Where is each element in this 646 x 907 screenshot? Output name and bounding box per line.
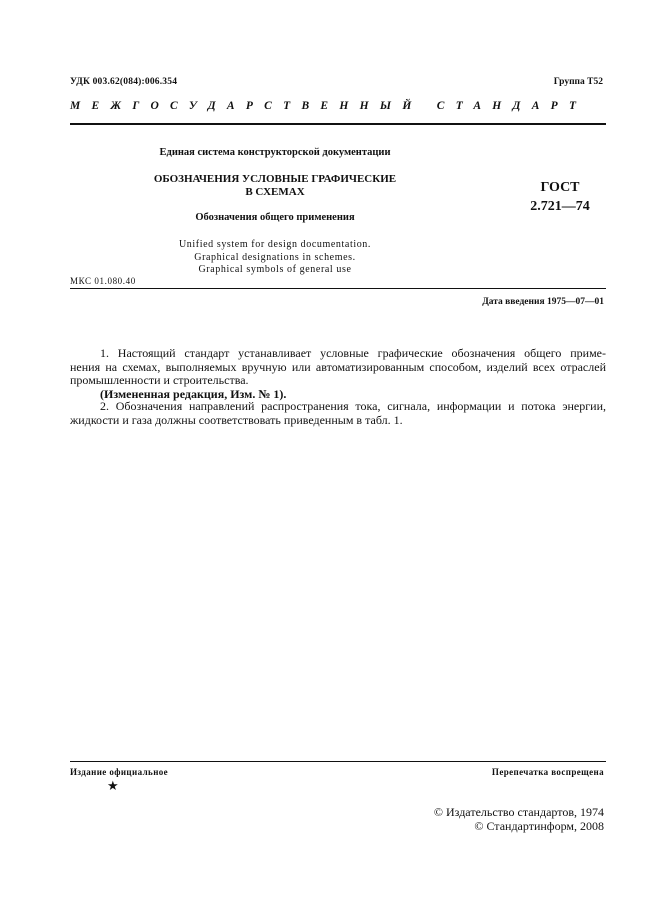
amendment-note: (Измененная редакция, Изм. № 1). bbox=[100, 387, 287, 401]
interstate-standard-heading: МЕЖГОСУДАРСТВЕННЫЙ СТАНДАРТ bbox=[70, 100, 588, 112]
copyright-2: © Стандартинформ, 2008 bbox=[474, 819, 604, 833]
paragraph-1-line2: нения на схемах, выполняемых вручную или автоматизированным способом, изделий всех отраслей bbox=[70, 359, 606, 374]
gost-number: 2.721—74 bbox=[530, 199, 590, 214]
english-title bbox=[140, 239, 410, 277]
udc-code: УДК 003.62(084):006.354 bbox=[70, 77, 178, 87]
english-title-line1: Unified system for design documentation. bbox=[178, 239, 372, 250]
document-title-line2: В СХЕМАХ bbox=[245, 186, 305, 198]
paragraph-1-line1: 1. Настоящий стандарт устанавливает условные графические обозначения общего приме- bbox=[100, 346, 606, 360]
introduction-date: Дата введения 1975—07—01 bbox=[482, 297, 604, 307]
english-title-line3: Graphical symbols of general use bbox=[198, 264, 352, 275]
paragraph-1 bbox=[70, 347, 606, 388]
paragraph-2-line1: 2. Обозначения направлений распространения тока, сигнала, информации и потока энергии, bbox=[100, 399, 606, 413]
header-divider bbox=[70, 123, 606, 125]
gost-label: ГОСТ bbox=[540, 180, 580, 195]
mks-code: МКС 01.080.40 bbox=[70, 276, 136, 286]
paragraph-2 bbox=[70, 400, 606, 427]
english-title-line2: Graphical designations in schemes. bbox=[194, 251, 356, 263]
document-title bbox=[140, 173, 410, 199]
paragraph-2-line2: жидкости и газа должны соответствовать приведенным в табл. 1. bbox=[70, 412, 403, 427]
copyright-1: © Издательство стандартов, 1974 bbox=[433, 805, 604, 819]
edition-note: Издание официальное bbox=[70, 767, 169, 777]
system-title: Единая система конструкторской документации bbox=[159, 147, 391, 158]
paragraph-1-line3: промышленности и строительства. bbox=[70, 373, 249, 387]
star-icon: ★ bbox=[107, 778, 119, 793]
footer-divider bbox=[70, 761, 606, 762]
reprint-note: Перепечатка воспрещена bbox=[491, 767, 604, 777]
document-subtitle: Обозначения общего применения bbox=[195, 212, 355, 223]
title-divider bbox=[70, 288, 606, 289]
document-title-line1: ОБОЗНАЧЕНИЯ УСЛОВНЫЕ ГРАФИЧЕСКИЕ bbox=[153, 173, 397, 185]
group-code: Группа Т52 bbox=[553, 77, 603, 87]
gost-designation bbox=[515, 178, 605, 216]
